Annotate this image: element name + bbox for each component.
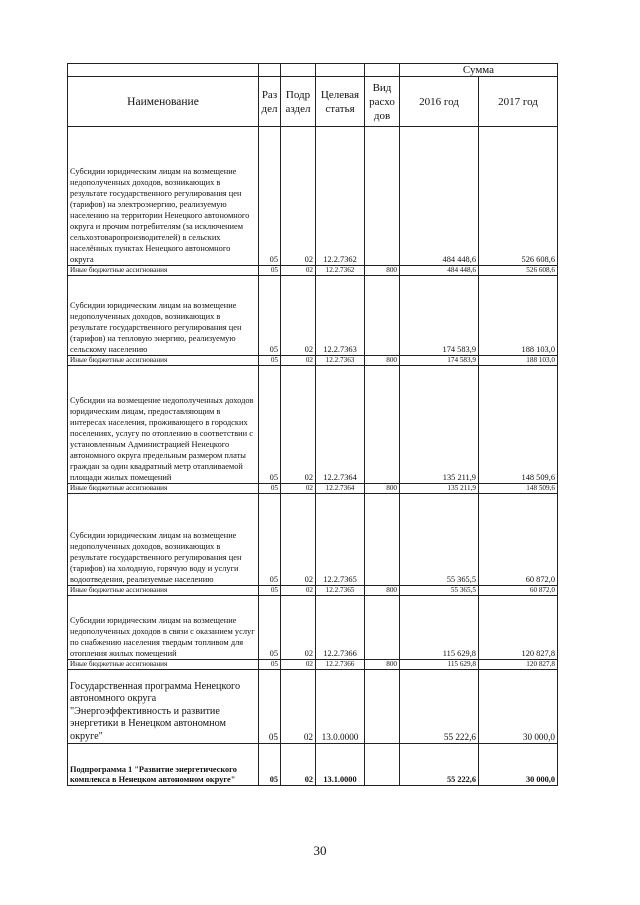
row-razdel: 05 (259, 356, 281, 366)
row-2016: 174 583,9 (400, 356, 479, 366)
row-vid: 800 (365, 660, 400, 670)
row-2017: 148 509,6 (479, 366, 558, 484)
row-razdel: 05 (259, 484, 281, 494)
row-vid (365, 596, 400, 660)
row-celevaya-statya: 12.2.7365 (316, 586, 365, 596)
row-2016: 174 583,9 (400, 276, 479, 356)
row-podrazdel: 02 (281, 670, 316, 744)
row-2017: 120 827,8 (479, 660, 558, 670)
header-celevaya-statya: Целевая статья (316, 77, 365, 127)
header-podrazdel: Подр аздел (281, 77, 316, 127)
row-2016: 55 222,6 (400, 670, 479, 744)
row-name: Государственная программа Ненецкого автономного округа "Энергоэффективность и развитие энергетики в Ненецком автономном округе" (68, 670, 259, 744)
row-2017: 148 509,6 (479, 484, 558, 494)
row-name: Субсидии юридическим лицам на возмещение недополученных доходов, возникающих в результате государственного регулирования цен (тарифов) на холодную, горячую воду и услуги водоотведения, реализуемые населению (68, 494, 259, 586)
row-2017: 60 872,0 (479, 586, 558, 596)
header-row-top (68, 64, 558, 77)
row-vid: 800 (365, 484, 400, 494)
table-row (68, 266, 558, 276)
row-podrazdel: 02 (281, 356, 316, 366)
row-2016: 55 365,5 (400, 586, 479, 596)
row-razdel: 05 (259, 596, 281, 660)
row-celevaya-statya: 12.2.7365 (316, 494, 365, 586)
row-celevaya-statya: 13.0.0000 (316, 670, 365, 744)
budget-table (67, 63, 558, 786)
row-podrazdel: 02 (281, 494, 316, 586)
row-celevaya-statya: 12.2.7363 (316, 276, 365, 356)
row-2016: 484 448,6 (400, 266, 479, 276)
row-name: Подпрограмма 1 "Развитие энергетического комплекса в Ненецком автономном округе" (68, 744, 259, 786)
row-2016: 135 211,9 (400, 366, 479, 484)
row-2017: 188 103,0 (479, 356, 558, 366)
row-name: Иные бюджетные ассигнования (68, 484, 259, 494)
row-vid (365, 127, 400, 266)
header-razdel: Раз дел (259, 77, 281, 127)
header-name: Наименование (68, 77, 259, 127)
table-row (68, 586, 558, 596)
row-2017: 526 608,6 (479, 266, 558, 276)
row-razdel: 05 (259, 494, 281, 586)
row-name: Субсидии юридическим лицам на возмещение недополученных доходов, возникающих в результате государственного регулирования цен (тарифов) на электроэнергию, реализуемую населению на территории Ненецкого автономного округа и прочим потребителям (за исключением сельхозтоваропроизводителей) в сельских населённых пунктах Ненецкого автономного округа (68, 127, 259, 266)
table-row (68, 596, 558, 660)
row-vid: 800 (365, 586, 400, 596)
table-row (68, 494, 558, 586)
row-2017: 526 608,6 (479, 127, 558, 266)
page-number: 30 (313, 843, 327, 858)
row-razdel: 05 (259, 660, 281, 670)
row-celevaya-statya: 12.2.7366 (316, 596, 365, 660)
table-row (68, 670, 558, 744)
table-row (68, 660, 558, 670)
row-2017: 120 827,8 (479, 596, 558, 660)
row-celevaya-statya: 12.2.7362 (316, 127, 365, 266)
row-2017: 30 000,0 (479, 670, 558, 744)
row-celevaya-statya: 12.2.7366 (316, 660, 365, 670)
row-podrazdel: 02 (281, 276, 316, 356)
row-vid (365, 494, 400, 586)
row-razdel: 05 (259, 586, 281, 596)
row-celevaya-statya: 12.2.7364 (316, 366, 365, 484)
row-razdel: 05 (259, 127, 281, 266)
table-row (68, 366, 558, 484)
row-celevaya-statya: 12.2.7363 (316, 356, 365, 366)
row-name: Иные бюджетные ассигнования (68, 660, 259, 670)
row-name: Субсидии юридическим лицам на возмещение недополученных доходов в связи с оказанием услуг по снабжению населения твердым топливом для отопления жилых помещений (68, 596, 259, 660)
row-2017: 30 000,0 (479, 744, 558, 786)
row-2016: 115 629,8 (400, 596, 479, 660)
table-row (68, 276, 558, 356)
row-podrazdel: 02 (281, 366, 316, 484)
table-row (68, 484, 558, 494)
row-razdel: 05 (259, 670, 281, 744)
row-name: Иные бюджетные ассигнования (68, 356, 259, 366)
row-2016: 115 629,8 (400, 660, 479, 670)
row-vid (365, 366, 400, 484)
row-razdel: 05 (259, 366, 281, 484)
row-2016: 55 222,6 (400, 744, 479, 786)
header-2017: 2017 год (479, 77, 558, 127)
row-podrazdel: 02 (281, 266, 316, 276)
row-vid: 800 (365, 266, 400, 276)
row-podrazdel: 02 (281, 596, 316, 660)
row-podrazdel: 02 (281, 744, 316, 786)
row-name: Иные бюджетные ассигнования (68, 586, 259, 596)
row-vid: 800 (365, 356, 400, 366)
header-vid-raskhodov: Вид расхо дов (365, 77, 400, 127)
row-podrazdel: 02 (281, 484, 316, 494)
table-row (68, 127, 558, 266)
row-vid (365, 670, 400, 744)
table-row (68, 356, 558, 366)
row-2017: 188 103,0 (479, 276, 558, 356)
row-2016: 484 448,6 (400, 127, 479, 266)
table-row (68, 744, 558, 786)
row-name: Иные бюджетные ассигнования (68, 266, 259, 276)
row-celevaya-statya: 12.2.7364 (316, 484, 365, 494)
row-podrazdel: 02 (281, 586, 316, 596)
row-name: Субсидии юридическим лицам на возмещение недополученных доходов, возникающих в результате государственного регулирования цен (тарифов) на тепловую энергию, реализуемую сельскому населению (68, 276, 259, 356)
row-2016: 55 365,5 (400, 494, 479, 586)
row-podrazdel: 02 (281, 127, 316, 266)
row-vid (365, 276, 400, 356)
header-row (68, 77, 558, 127)
header-sum: Сумма (400, 64, 558, 77)
row-celevaya-statya: 13.1.0000 (316, 744, 365, 786)
row-celevaya-statya: 12.2.7362 (316, 266, 365, 276)
row-razdel: 05 (259, 744, 281, 786)
row-vid (365, 744, 400, 786)
row-2017: 60 872,0 (479, 494, 558, 586)
row-name: Субсидии на возмещение недополученных доходов юридическим лицам, предоставляющим в интересах населения, проживающего в городских поселениях, услугу по отоплению в соответствии с установленным Администрацией Ненецкого автономного округа предельным размером платы граждан за один квадратный метр отапливаемой площади жилых помещений (68, 366, 259, 484)
row-2016: 135 211,9 (400, 484, 479, 494)
row-razdel: 05 (259, 266, 281, 276)
row-razdel: 05 (259, 276, 281, 356)
row-podrazdel: 02 (281, 660, 316, 670)
header-2016: 2016 год (400, 77, 479, 127)
